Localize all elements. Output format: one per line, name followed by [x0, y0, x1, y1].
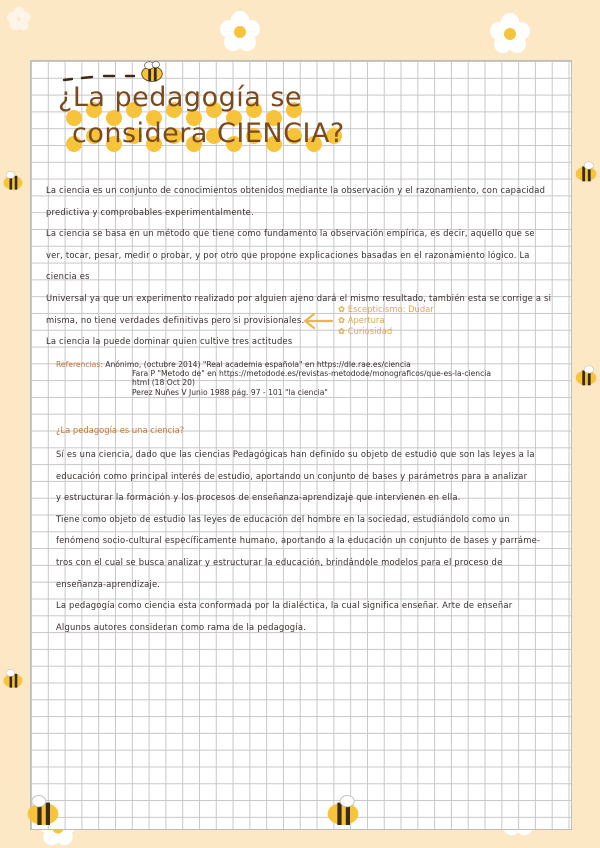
flower-bullet-icon: ✿: [338, 315, 346, 325]
bee-icon: [322, 790, 364, 832]
text-line: ver, tocar, pesar, medir o probar, y por otro que propone explicaciones basadas en el razonamiento lógico. La ciencia es: [46, 249, 530, 282]
text-line: enseñanza-aprendizaje.: [56, 578, 161, 589]
reference-entry: Perez Nuñes V Junio 1988 pág. 97 - 101 "la ciencia": [132, 387, 328, 397]
flower-bullet-icon: ✿: [338, 304, 346, 314]
text-line: Universal ya que un experimento realizado por alguien ajeno dará el mismo resultado, también esta se corrige a si: [46, 292, 552, 303]
title-line-1: ¿La pedagogía se: [58, 82, 303, 113]
text-line: tros con el cual se busca analizar y estructurar la educación, brindándole modelos para el proceso de: [56, 556, 503, 567]
flower-icon: [6, 6, 32, 32]
flower-bullet-icon: ✿: [338, 326, 346, 336]
references: [56, 360, 576, 397]
bee-icon: [0, 168, 26, 194]
reference-entry: html (18 Oct 20): [132, 378, 195, 388]
flower-icon: [488, 12, 532, 56]
text-line: La ciencia es un conjunto de conocimientos obtenidos mediante la observación y el razonamiento, con capacidad: [46, 185, 546, 195]
text-line: La pedagogía como ciencia esta conformada por la dialéctica, la cual significa enseñar. Arte de enseñar: [56, 600, 513, 611]
flower-icon: [218, 10, 262, 54]
attitude-item: ✿ Curiosidad: [338, 326, 393, 336]
text-line: misma, no tiene verdades definitivas pero si provisionales.: [46, 314, 305, 325]
attitudes-list: [338, 304, 434, 337]
text-line: y estructurar la formación y los procesos de enseñanza-aprendizaje que intervienen en ella.: [56, 492, 461, 503]
text-line: fenómeno socio-cultural específicamente humano, aportando a la educación un conjunto de bases y parráme-: [56, 535, 541, 546]
text-line: La ciencia la puede dominar quien cultive tres actitudes: [46, 336, 293, 347]
section-paragraph: [56, 444, 560, 638]
page-title: [58, 80, 438, 152]
title-line-2: considera CIENCIA?: [72, 118, 345, 149]
attitude-item: ✿ Apertura: [338, 315, 385, 325]
arrow-icon: [300, 312, 334, 330]
text-line: predictiva y comprobables experimentalmente.: [46, 206, 254, 217]
bee-icon: [572, 158, 600, 186]
attitude-item: ✿ Escepticismo: Dudar: [338, 304, 434, 314]
text-line: Algunos autores consideran como rama de la pedagogía.: [56, 621, 307, 632]
text-line: educación como principal interés de estudio, aportando un conjunto de bases y parámetros para a analizar: [56, 470, 528, 481]
reference-entry: Fara P "Metodo de" en https://metodode.es/revistas-metodode/monograficos/que-es-la-ciencia: [132, 369, 492, 379]
bee-icon: [22, 790, 64, 832]
text-line: La ciencia se basa en un método que tiene como fundamento la observación empírica, es decir, aquello que se: [46, 228, 535, 239]
text-line: Sí es una ciencia, dado que las ciencias Pedagógicas han definido su objeto de estudio que son las leyes a la: [56, 449, 535, 459]
bee-icon: [572, 362, 600, 390]
text-line: Tiene como objeto de estudio las leyes de educación del hombre en la sociedad, estudiándolo como un: [56, 513, 510, 524]
section-heading: ¿La pedagogía es una ciencia?: [56, 425, 185, 435]
reference-entry: Referencias: Anónimo, (octubre 2014) "Real academia española" en https://dle.rae.es/ciencia: [56, 360, 411, 369]
references-label: Referencias:: [56, 360, 103, 369]
bee-icon: [0, 666, 26, 692]
